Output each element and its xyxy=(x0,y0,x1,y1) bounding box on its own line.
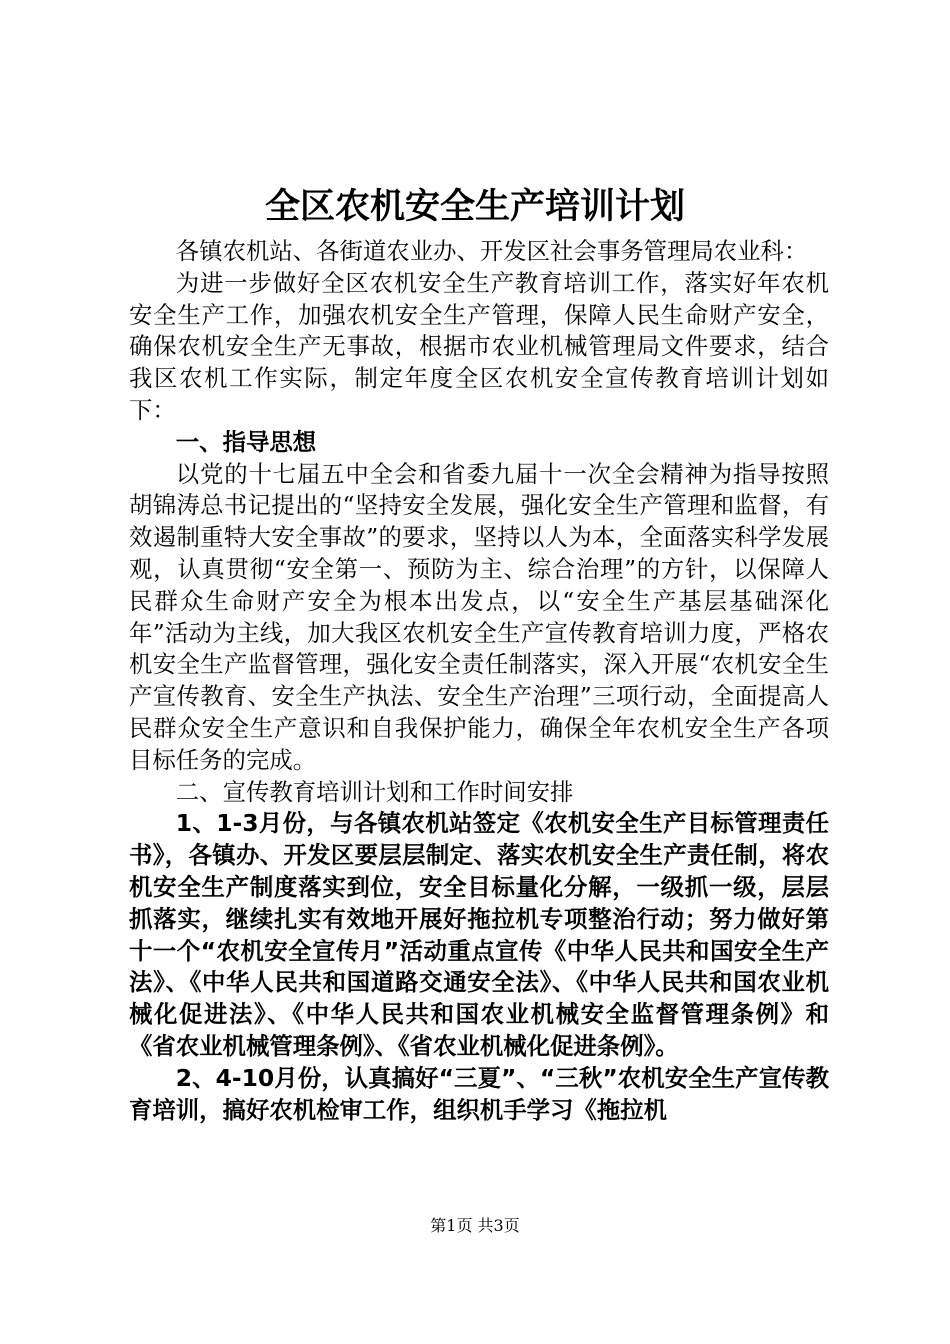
item1-paragraph: 1、1-3月份，与各镇农机站签定《农机安全生产目标管理责任书》，各镇办、开发区要层层制定、落实农机安全生产责任制，将农机安全生产制度落实到位，安全目标量化分解，一级抓一级，层层抓落实，继续扎实有效地开展好拖拉机专项整治行动；努力做好第十一个“农机安全宣传月”活动重点宣传《中华人民共和国安全生产法》、《中华人民共和国道路交通安全法》、《中华人民共和国农业机械化促进法》、《中华人民共和国农业机械安全监督管理条例》和《省农业机械管理条例》、《省农业机械化促进条例》。 xyxy=(129,809,829,1060)
section2-heading: 二、宣传教育培训计划和工作时间安排 xyxy=(175,777,574,806)
document-body xyxy=(129,236,829,1126)
intro-paragraph: 为进一步做好全区农机安全生产教育培训工作，落实好年农机安全生产工作，加强农机安全生产管理，保障人民生命财产安全，确保农机安全生产无事故，根据市农业机械管理局文件要求，结合我区农机工作实际，制定年度全区农机安全宣传教育培训计划如下： xyxy=(129,268,829,424)
section1-heading: 一、指导思想 xyxy=(175,427,317,456)
section1-paragraph: 以党的十七届五中全会和省委九届十一次全会精神为指导按照胡锦涛总书记提出的“坚持安全发展，强化安全生产管理和监督，有效遏制重特大安全事故”的要求，坚持以人为本，全面落实科学发展观，认真贯彻“安全第一、预防为主、综合治理”的方针，以保障人民群众生命财产安全为根本出发点，以“安全生产基层基础深化年”活动为主线，加大我区农机安全生产宣传教育培训力度，严格农机安全生产监督管理，强化安全责任制落实，深入开展“农机安全生产宣传教育、安全生产执法、安全生产治理”三项行动，全面提高人民群众安全生产意识和自我保护能力，确保全年农机安全生产各项目标任务的完成。 xyxy=(129,459,829,774)
document-title: 全区农机安全生产培训计划 xyxy=(264,187,685,227)
item2-paragraph: 2、4-10月份，认真搞好“三夏”、“三秋”农机安全生产宣传教育培训，搞好农机检审工作，组织机手学习《拖拉机 xyxy=(129,1063,829,1124)
salutation: 各镇农机站、各街道农业办、开发区社会事务管理局农业科： xyxy=(175,237,808,265)
page-number-footer: 第1页 共3页 xyxy=(430,1216,520,1235)
